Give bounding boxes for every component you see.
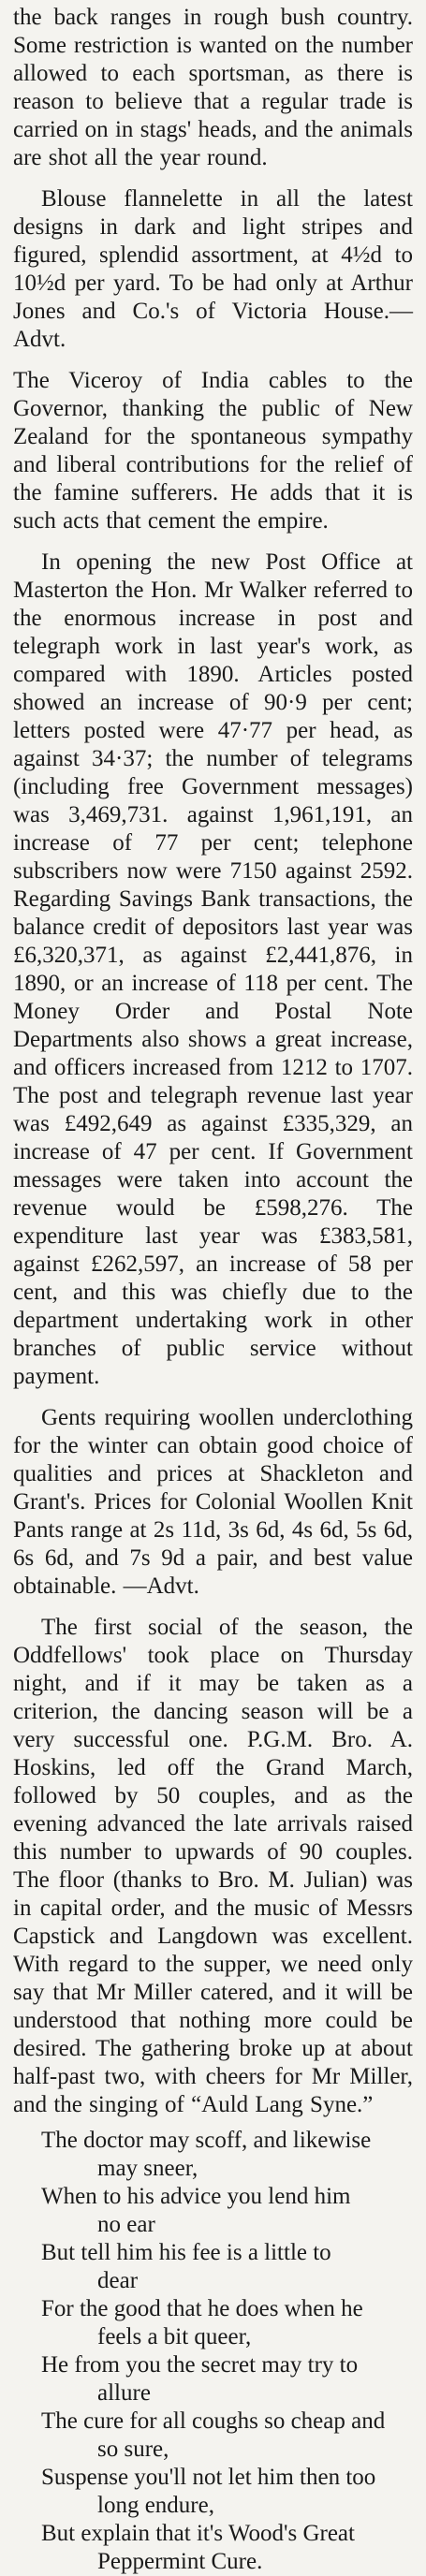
- verse-line: For the good that he does when he: [41, 2296, 363, 2321]
- verse-line: He from you the secret may try to: [41, 2352, 359, 2378]
- verse-line: Peppermint Cure.: [97, 2549, 263, 2574]
- paragraph-post-office-opening: In opening the new Post Office at Masterton the Hon. Mr Walker referred to the enormous increase in post and telegraph work in last year's work, as compared with 1890. Articles posted showed an increase of 90·9 per cent; letters posted were 47·77 per head, as against 34·37; the number of telegrams (including free Government messages) was 3,469,731. against 1,961,191, an increase of 77 per cent; telephone subscribers now were 7150 against 2592. Regarding Savings Bank transactions, the balance credit of depositors last year was £6,320,371, as against £2,441,876, in 1890, or an increase of 118 per cent. The Money Order and Postal Note Departments also shows a great increase, and officers increased from 1212 to 1707. The post and telegraph revenue last year was £492,649 as against £335,329, an increase of 47 per cent. If Government messages were taken into account the revenue would be £598,276. The expenditure last year was £383,581, against £262,597, an increase of 58 per cent, and this was chiefly due to the department undertaking work in other branches of public service without payment.: [13, 549, 413, 1389]
- verse-peppermint-cure: [13, 2127, 413, 2576]
- verse-line: no ear: [97, 2212, 155, 2237]
- verse-line: long endure,: [97, 2493, 214, 2518]
- paragraph-woollen-advertisement: Gents requiring woollen underclothing for the winter can obtain good choice of qualities and prices at Shackleton and Grant's. Prices for Colonial Woollen Knit Pants range at 2s 11d, 3s 6d, 4s 6d, 5s 6d, 6s 6d, and 7s 9d a pair, and best value obtainable. —Advt.: [13, 1405, 413, 1599]
- paragraph-blouse-advertisement: Blouse flannelette in all the latest designs in dark and light stripes and figured, splendid assortment, at 4½d to 10½d per yard. To be had only at Arthur Jones and Co.'s of Victoria House.—Advt.: [13, 186, 413, 352]
- paragraph-viceroy-of-india: The Viceroy of India cables to the Governor, thanking the public of New Zealand for the spontaneous sympathy and liberal contributions for the relief of the famine sufferers. He adds that it is such acts that cement the empire.: [13, 368, 413, 534]
- verse-line: But explain that it's Wood's Great: [41, 2521, 355, 2546]
- verse-line: allure: [97, 2380, 151, 2406]
- verse-line: may sneer,: [97, 2156, 198, 2181]
- verse-line: dear: [97, 2268, 139, 2293]
- verse-line: But tell him his fee is a little to: [41, 2240, 331, 2265]
- paragraph-oddfellows-social: The first social of the season, the Oddfellows' took place on Thursday night, and if it may be taken as a criterion, the dancing season will be a very successful one. P.G.M. Bro. A. Hoskins, led off the Grand March, followed by 50 couples, and as the evening advanced the late arrivals raised this number to upwards of 90 couples. The floor (thanks to Bro. M. Julian) was in capital order, and the music of Messrs Capstick and Langdown was excellent. With regard to the supper, we need only say that Mr Miller catered, and it will be understood that nothing more could be desired. The gathering broke up at about half-past two, with cheers for Mr Miller, and the singing of “Auld Lang Syne.”: [13, 1615, 413, 2117]
- paragraph-deer-hunting: the back ranges in rough bush country. Some restriction is wanted on the number allowed to each sportsman, as there is reason to believe that a regular trade is carried on in stags' heads, and the animals are shot all the year round.: [13, 5, 413, 170]
- verse-line: feels a bit queer,: [97, 2324, 252, 2349]
- verse-line: The cure for all coughs so cheap and: [41, 2408, 386, 2434]
- verse-line: so sure,: [97, 2437, 169, 2462]
- verse-line: When to his advice you lend him: [41, 2184, 351, 2209]
- verse-line: The doctor may scoff, and likewise: [41, 2128, 372, 2153]
- verse-line: Suspense you'll not let him then too: [41, 2465, 376, 2490]
